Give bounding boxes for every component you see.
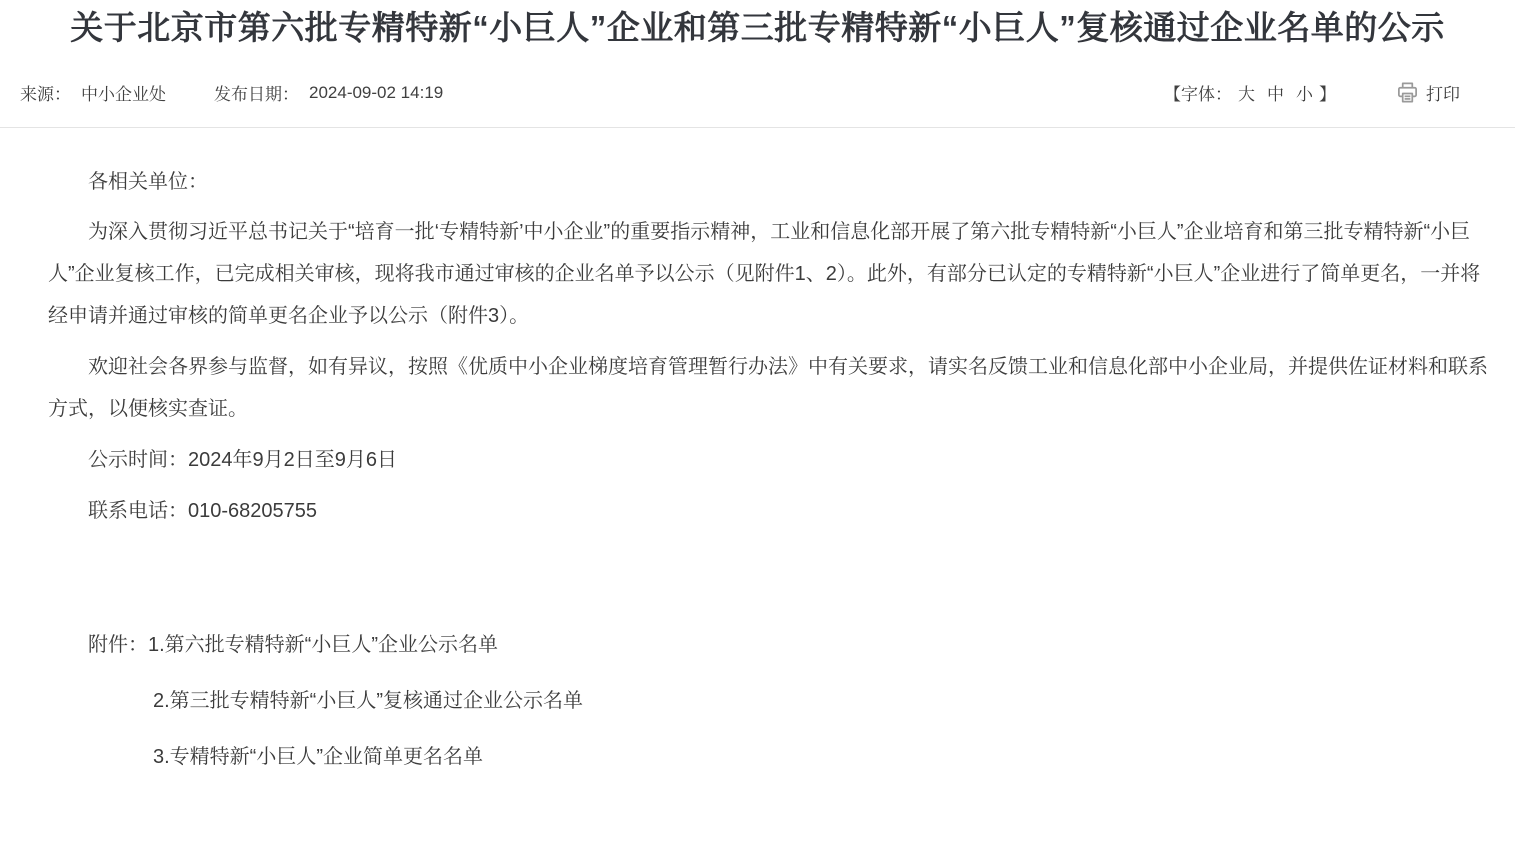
- font-size-small-button[interactable]: 小: [1296, 85, 1313, 104]
- attachment-link-3[interactable]: 3.专精特新“小巨人”企业简单更名名单: [153, 746, 483, 768]
- attachment-link-2[interactable]: 2.第三批专精特新“小巨人”复核通过企业公示名单: [153, 690, 583, 712]
- attachments-row-3: [48, 736, 1495, 778]
- attachments-row-1: [48, 624, 1495, 666]
- font-size-medium-button[interactable]: 中: [1267, 85, 1284, 104]
- print-button-label: 打印: [1426, 85, 1460, 104]
- announcement-page: [0, 6, 1515, 853]
- meta-left: [20, 80, 443, 105]
- font-size-bracket-open: 【字体：: [1164, 85, 1232, 104]
- font-size-bracket-close: 】: [1319, 85, 1336, 104]
- article-body: [0, 128, 1515, 778]
- print-button[interactable]: [1396, 80, 1460, 105]
- source-value: 中小企业处: [81, 85, 166, 104]
- font-size-control: [1164, 80, 1336, 105]
- spacer: [48, 541, 1495, 624]
- source-meta: [20, 80, 166, 105]
- salutation: 各相关单位：: [88, 171, 208, 193]
- contact-phone: 联系电话：010-68205755: [88, 500, 318, 522]
- font-size-large-button[interactable]: 大: [1238, 85, 1255, 104]
- publish-date-meta: [214, 80, 443, 105]
- meta-right: [1164, 80, 1460, 105]
- publish-date-value: 2024-09-02 14:19: [309, 82, 444, 102]
- page-title: 关于北京市第六批专精特新“小巨人”企业和第三批专精特新“小巨人”复核通过企业名单的公示: [70, 9, 1445, 46]
- attachments-row-2: [48, 680, 1495, 722]
- source-label: 来源：: [20, 85, 71, 104]
- attachments-label: 附件：: [88, 634, 148, 656]
- body-paragraph-1: 为深入贯彻习近平总书记关于“培育一批‘专精特新’中小企业”的重要指示精神，工业和信息化部开展了第六批专精特新“小巨人”企业培育和第三批专精特新“小巨人”企业复核工作，已完成相关审核，现将我市通过审核的企业名单予以公示（见附件1、2）。此外，有部分已认定的专精特新“小巨人”企业进行了简单更名，一并将经申请并通过审核的简单更名企业予以公示（附件3）。: [48, 221, 1481, 327]
- printer-icon: [1396, 81, 1426, 104]
- attachment-link-1[interactable]: 1.第六批专精特新“小巨人”企业公示名单: [148, 634, 498, 656]
- body-paragraph-2: 欢迎社会各界参与监督，如有异议，按照《优质中小企业梯度培育管理暂行办法》中有关要求，请实名反馈工业和信息化部中小企业局，并提供佐证材料和联系方式，以便核实查证。: [48, 356, 1488, 420]
- meta-row: [0, 80, 1515, 105]
- publish-date-label: 发布日期：: [214, 85, 299, 104]
- publicity-period: 公示时间：2024年9月2日至9月6日: [88, 449, 397, 471]
